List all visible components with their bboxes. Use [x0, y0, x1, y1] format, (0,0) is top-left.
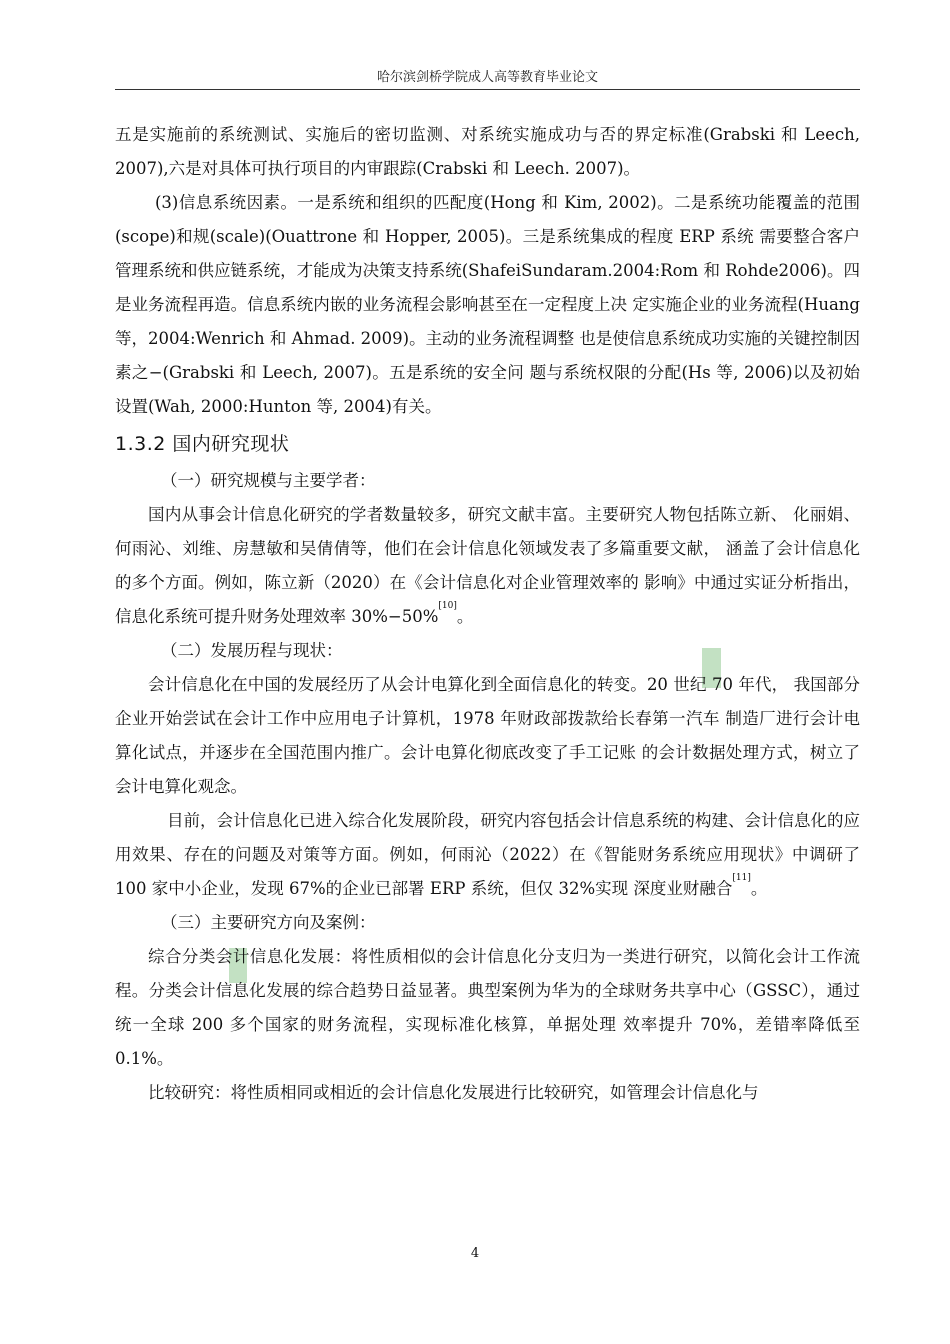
paragraph: 五是实施前的系统测试、实施后的密切监测、对系统实施成功与否的界定标准(Grabski 和 Leech, 2007),六是对具体可执行项目的内审跟踪(Crabski 和 Leech. 2007)。	[115, 125, 860, 178]
paragraph: (3)信息系统因素。一是系统和组织的匹配度(Hong 和 Kim, 2002)。二是系统功能覆盖的范围(scope)和规(scale)(Ouattrone 和 Hopper, 2005)。三是系统集成的程度 ERP 系统 需要整合客户管理系统和供应链系统，才能成为决策支持系统(ShafeiSundaram.2004:Rom 和 Rohde2006)。四是业务流程再造。信息系统内嵌的业务流程会影响甚至在一定程度上决 定实施企业的业务流程(Huang 等，2004:Wenrich 和 Ahmad. 2009)。主动的业务流程调整 也是使信息系统成功实施的关键控制因素之−(Grabski 和 Leech, 2007)。五是系统的安全问 题与系统权限的分配(Hs 等, 2006)以及初始设置(Wah, 2000:Hunton 等, 2004)有关。	[115, 193, 860, 416]
sub-heading: （二）发展历程与现状：	[161, 641, 343, 660]
running-header: 哈尔滨剑桥学院成人高等教育毕业论文	[376, 70, 598, 85]
citation-ref: [10]	[438, 601, 457, 611]
document-body	[115, 118, 860, 1110]
paragraph	[115, 804, 860, 906]
paragraph	[115, 498, 860, 634]
paragraph-text: 目前，会计信息化已进入综合化发展阶段，研究内容包括会计信息系统的构建、会计信息化的应用效果、存在的问题及对策等方面。例如，何雨沁（2022）在《智能财务系统应用现状》中调研了 100 家中小企业，发现 67%的企业已部署 ERP 系统，但仅 32%实现 深度业财融合	[115, 811, 860, 898]
paragraph: 综合分类会计信息化发展：将性质相似的会计信息化分支归为一类进行研究，以简化会计工作流程。分类会计信息化发展的综合趋势日益显著。典型案例为华为的全球财务共享中心（GSSC），通过统一全球 200 多个国家的财务流程，实现标准化核算，单据处理 效率提升 70%，差错率降低至 0.1%。	[115, 947, 860, 1068]
section-heading: 1.3.2 国内研究现状	[115, 433, 290, 455]
paragraph: 比较研究：将性质相同或相近的会计信息化发展进行比较研究，如管理会计信息化与	[148, 1083, 759, 1102]
paragraph-end: 。	[456, 607, 474, 626]
citation-ref: [11]	[732, 873, 751, 883]
paragraph-end: 。	[750, 879, 768, 898]
sub-heading: （三）主要研究方向及案例：	[161, 913, 376, 932]
header-rule	[115, 89, 860, 90]
sub-heading: （一）研究规模与主要学者：	[161, 471, 376, 490]
paragraph: 会计信息化在中国的发展经历了从会计电算化到全面信息化的转变。20 世纪 70 年代， 我国部分企业开始尝试在会计工作中应用电子计算机，1978 年财政部拨款给长春第一汽车 制造厂进行会计电算化试点，并逐步在全国范围内推广。会计电算化彻底改变了手工记账 的会计数据处理方式，树立了会计电算化观念。	[115, 675, 860, 796]
paragraph-text: 国内从事会计信息化研究的学者数量较多，研究文献丰富。主要研究人物包括陈立新、 化丽娟、何雨沁、刘维、房慧敏和吴倩倩等，他们在会计信息化领域发表了多篇重要文献， 涵盖了会计信息化的多个方面。例如，陈立新（2020）在《会计信息化对企业管理效率的 影响》中通过实证分析指出，信息化系统可提升财务处理效率 30%−50%	[115, 505, 860, 626]
page-number: 4	[470, 1246, 480, 1261]
